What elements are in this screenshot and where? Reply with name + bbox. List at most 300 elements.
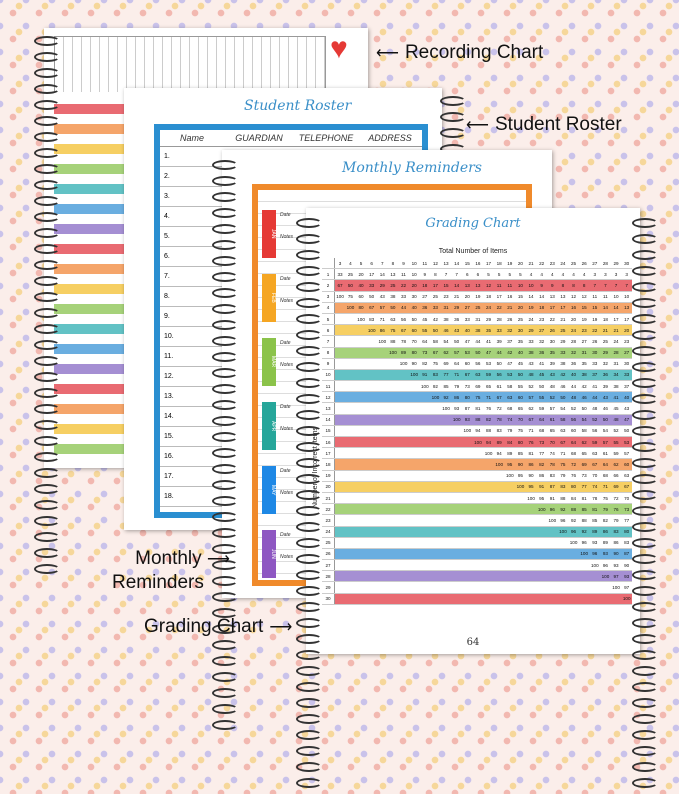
spiral-ring <box>212 480 238 490</box>
grade-cell: 26 <box>505 313 516 324</box>
grade-cell: 86 <box>611 537 622 548</box>
grade-cell: 100 <box>558 526 569 537</box>
grade-cell <box>441 425 452 436</box>
grading-ylabel: Number of Incorrect Items <box>312 427 319 508</box>
grade-cell: 33 <box>621 369 632 380</box>
grade-cell <box>377 470 388 481</box>
grade-cell: 10 <box>515 280 526 291</box>
grade-cell: 40 <box>409 302 420 313</box>
grade-cell <box>409 492 420 503</box>
grade-cell <box>398 470 409 481</box>
grade-cell: 29 <box>483 313 494 324</box>
grade-cell: 86 <box>451 392 462 403</box>
spiral-ring <box>632 618 658 628</box>
grade-cell <box>409 448 420 459</box>
grade-cell: 9 <box>536 280 547 291</box>
grade-cell <box>568 560 579 571</box>
grade-cell: 59 <box>590 437 601 448</box>
grade-cell: 96 <box>590 548 601 559</box>
grade-cell: 7 <box>451 269 462 280</box>
grade-cell: 43 <box>526 358 537 369</box>
row-number: 21 <box>322 492 335 503</box>
grade-cell <box>505 537 516 548</box>
grade-cell <box>494 582 505 593</box>
row-number: 20 <box>322 481 335 492</box>
grade-cell <box>451 504 462 515</box>
month-tab: JUN <box>262 530 276 578</box>
spiral-ring <box>632 410 658 420</box>
grade-cell <box>356 537 367 548</box>
grade-cell <box>430 548 441 559</box>
grade-cell <box>366 459 377 470</box>
spiral-ring <box>212 448 238 458</box>
row-number: 12 <box>322 392 335 403</box>
grade-cell <box>515 515 526 526</box>
spiral-ring <box>34 212 60 222</box>
grade-cell <box>420 492 431 503</box>
grade-cell <box>441 526 452 537</box>
grade-cell <box>366 582 377 593</box>
color-stripe <box>54 324 128 334</box>
grade-cell <box>505 504 516 515</box>
grade-cell <box>366 347 377 358</box>
roster-row: 8. <box>160 287 422 307</box>
roster-title: Student Roster <box>244 98 352 114</box>
grade-cell: 33 <box>335 269 346 280</box>
spiral-ring <box>212 656 238 666</box>
grade-cell <box>451 448 462 459</box>
grade-cell: 36 <box>451 313 462 324</box>
spiral-ring <box>212 416 238 426</box>
row-number: 8 <box>322 347 335 358</box>
grade-cell <box>366 437 377 448</box>
grade-cell <box>483 492 494 503</box>
grade-cell: 38 <box>558 358 569 369</box>
grading-row <box>322 369 632 380</box>
grade-cell: 46 <box>558 381 569 392</box>
grade-cell: 52 <box>526 381 537 392</box>
grade-cell: 13 <box>462 280 473 291</box>
spiral-ring <box>296 586 322 596</box>
grading-row <box>322 437 632 448</box>
color-stripe <box>54 164 128 174</box>
grade-cell: 71 <box>600 481 611 492</box>
grade-cell: 12 <box>579 291 590 302</box>
grade-cell <box>462 548 473 559</box>
grade-cell: 13 <box>388 269 399 280</box>
grade-cell <box>547 593 558 604</box>
grade-cell: 55 <box>420 325 431 336</box>
grade-cell: 67 <box>430 347 441 358</box>
column-header: 23 <box>547 258 558 269</box>
grade-cell: 9 <box>420 269 431 280</box>
grade-cell <box>356 593 367 604</box>
grading-row <box>322 347 632 358</box>
spiral-ring <box>34 500 60 510</box>
grade-cell <box>398 369 409 380</box>
grade-cell <box>536 548 547 559</box>
grade-cell: 37 <box>590 369 601 380</box>
grade-cell <box>483 582 494 593</box>
grade-cell: 12 <box>483 280 494 291</box>
spiral-ring <box>632 314 658 324</box>
grade-cell <box>388 571 399 582</box>
grade-cell: 8 <box>558 280 569 291</box>
grade-cell: 21 <box>505 302 516 313</box>
grade-cell: 5 <box>505 269 516 280</box>
grade-cell <box>494 593 505 604</box>
grade-cell: 89 <box>505 448 516 459</box>
grade-cell <box>409 560 420 571</box>
grade-cell <box>335 459 346 470</box>
color-stripe <box>54 204 128 214</box>
grade-cell: 24 <box>568 325 579 336</box>
grade-cell <box>462 459 473 470</box>
grade-cell <box>366 548 377 559</box>
grade-cell: 20 <box>621 325 632 336</box>
grading-header-row <box>322 258 632 269</box>
grade-cell: 13 <box>547 291 558 302</box>
grade-cell <box>345 548 356 559</box>
grade-cell <box>441 560 452 571</box>
grade-cell: 40 <box>515 347 526 358</box>
grade-cell: 54 <box>579 414 590 425</box>
grade-cell <box>335 526 346 537</box>
grade-cell: 25 <box>473 302 484 313</box>
grade-cell: 94 <box>473 425 484 436</box>
grade-cell <box>462 481 473 492</box>
grade-cell <box>366 537 377 548</box>
grade-cell: 67 <box>526 414 537 425</box>
grade-cell <box>398 403 409 414</box>
grade-cell: 76 <box>483 403 494 414</box>
spiral-ring <box>212 512 238 522</box>
grade-cell: 79 <box>558 470 569 481</box>
grade-cell: 33 <box>494 325 505 336</box>
column-header: 3 <box>335 258 346 269</box>
grade-cell <box>398 526 409 537</box>
grading-row <box>322 280 632 291</box>
grade-cell <box>335 470 346 481</box>
grade-cell <box>388 481 399 492</box>
grade-cell: 19 <box>526 302 537 313</box>
grade-cell: 80 <box>462 392 473 403</box>
grading-row <box>322 269 632 280</box>
grade-cell: 46 <box>600 403 611 414</box>
row-number: 13 <box>322 403 335 414</box>
grade-cell: 77 <box>536 448 547 459</box>
grade-cell <box>356 504 367 515</box>
grade-cell: 14 <box>600 302 611 313</box>
grade-cell <box>420 548 431 559</box>
grade-cell <box>473 582 484 593</box>
grading-row <box>322 448 632 459</box>
grade-cell <box>420 526 431 537</box>
grade-cell: 5 <box>515 269 526 280</box>
grade-cell: 90 <box>526 470 537 481</box>
grade-cell: 69 <box>579 459 590 470</box>
grade-cell: 85 <box>579 504 590 515</box>
grade-cell <box>366 369 377 380</box>
grade-cell: 45 <box>611 403 622 414</box>
grade-cell <box>536 593 547 604</box>
grading-row <box>322 459 632 470</box>
grade-cell: 54 <box>600 425 611 436</box>
grade-cell: 4 <box>579 269 590 280</box>
grade-cell <box>611 593 622 604</box>
grade-cell <box>335 448 346 459</box>
grade-cell: 25 <box>600 336 611 347</box>
grade-cell <box>345 403 356 414</box>
roster-row: 17. <box>160 467 422 487</box>
column-header: 4 <box>345 258 356 269</box>
spiral-ring <box>34 52 60 62</box>
grade-cell: 82 <box>420 358 431 369</box>
grade-cell: 57 <box>547 403 558 414</box>
spiral-ring <box>296 330 322 340</box>
grade-cell: 37 <box>505 336 516 347</box>
grade-cell <box>366 593 377 604</box>
grading-row <box>322 381 632 392</box>
grade-cell <box>377 425 388 436</box>
grade-cell <box>335 369 346 380</box>
spiral-ring <box>212 384 238 394</box>
grade-cell: 44 <box>568 381 579 392</box>
grade-cell: 48 <box>547 381 558 392</box>
roster-row: 15. <box>160 427 422 447</box>
grade-cell <box>430 582 441 593</box>
grade-cell <box>430 537 441 548</box>
column-header: 13 <box>441 258 452 269</box>
color-stripe <box>54 124 128 134</box>
spiral-ring <box>34 388 60 398</box>
grade-cell: 87 <box>621 548 632 559</box>
grade-cell: 33 <box>462 313 473 324</box>
grade-cell: 88 <box>483 425 494 436</box>
grade-cell: 85 <box>441 381 452 392</box>
row-number: 22 <box>322 504 335 515</box>
grade-cell: 71 <box>558 448 569 459</box>
grade-cell: 60 <box>621 459 632 470</box>
grade-cell: 71 <box>377 313 388 324</box>
month-tab: MAY <box>262 466 276 514</box>
grade-cell: 75 <box>388 325 399 336</box>
grade-cell <box>420 515 431 526</box>
grade-cell <box>430 593 441 604</box>
grade-cell: 53 <box>505 369 516 380</box>
grade-cell <box>462 515 473 526</box>
grade-cell: 100 <box>547 515 558 526</box>
date-label: Date <box>280 340 291 346</box>
grade-cell: 41 <box>536 358 547 369</box>
grade-cell <box>462 560 473 571</box>
grade-cell <box>579 571 590 582</box>
grade-cell: 78 <box>590 492 601 503</box>
grade-cell: 23 <box>536 313 547 324</box>
grade-cell: 25 <box>558 325 569 336</box>
spiral-ring <box>34 436 60 446</box>
grade-cell: 58 <box>505 381 516 392</box>
grade-cell: 41 <box>611 392 622 403</box>
spiral-ring <box>212 224 238 234</box>
grade-cell: 100 <box>462 425 473 436</box>
grade-cell: 38 <box>441 313 452 324</box>
grade-cell <box>366 492 377 503</box>
grade-cell: 17 <box>547 302 558 313</box>
grade-cell <box>473 459 484 470</box>
date-label: Date <box>280 404 291 410</box>
grade-cell <box>515 526 526 537</box>
grade-cell: 63 <box>473 369 484 380</box>
grade-cell: 81 <box>473 403 484 414</box>
spiral-ring <box>632 554 658 564</box>
grade-cell: 40 <box>356 280 367 291</box>
grade-cell <box>558 593 569 604</box>
grade-cell: 11 <box>398 269 409 280</box>
grade-cell <box>526 560 537 571</box>
callout-label: Student Roster <box>494 114 622 135</box>
grade-cell <box>335 571 346 582</box>
grade-cell <box>398 381 409 392</box>
arrow-right-icon: ⟶ <box>206 551 230 568</box>
grade-cell <box>526 571 537 582</box>
grade-cell: 83 <box>366 313 377 324</box>
grade-cell <box>409 526 420 537</box>
grade-cell: 58 <box>579 425 590 436</box>
grade-cell: 59 <box>536 403 547 414</box>
grade-cell: 30 <box>547 336 558 347</box>
grade-cell <box>420 593 431 604</box>
grade-cell: 38 <box>611 381 622 392</box>
grade-cell <box>473 448 484 459</box>
grade-cell: 81 <box>526 448 537 459</box>
grade-cell <box>356 425 367 436</box>
grade-cell: 11 <box>590 291 601 302</box>
grade-cell <box>494 526 505 537</box>
grade-cell <box>462 571 473 582</box>
spiral-ring <box>632 730 658 740</box>
grade-cell <box>483 537 494 548</box>
grade-cell <box>515 548 526 559</box>
spiral-ring <box>212 288 238 298</box>
grade-cell <box>579 560 590 571</box>
grade-cell: 58 <box>558 414 569 425</box>
grade-cell <box>345 582 356 593</box>
grade-cell: 10 <box>526 280 537 291</box>
grade-cell <box>345 515 356 526</box>
grade-cell <box>526 526 537 537</box>
spiral-ring <box>296 714 322 724</box>
grade-cell: 89 <box>590 526 601 537</box>
grade-cell: 34 <box>611 369 622 380</box>
grade-cell <box>398 582 409 593</box>
grade-cell <box>388 470 399 481</box>
grade-cell <box>590 593 601 604</box>
roster-row: 6. <box>160 247 422 267</box>
grade-cell: 76 <box>526 437 537 448</box>
grade-cell <box>536 526 547 537</box>
column-header: 16 <box>473 258 484 269</box>
grade-cell <box>473 571 484 582</box>
spiral-ring <box>34 404 60 414</box>
grade-cell <box>356 548 367 559</box>
grade-cell <box>356 560 367 571</box>
notes-label: Notes <box>280 490 294 496</box>
grading-row <box>322 325 632 336</box>
roster-row: 18. <box>160 487 422 507</box>
grade-cell <box>430 515 441 526</box>
grade-cell: 88 <box>473 414 484 425</box>
spiral-ring <box>212 640 238 650</box>
grade-cell <box>377 347 388 358</box>
grade-cell <box>536 515 547 526</box>
grade-cell: 57 <box>621 448 632 459</box>
grade-cell <box>451 537 462 548</box>
grade-cell <box>441 437 452 448</box>
grade-cell <box>388 358 399 369</box>
spiral-ring <box>632 346 658 356</box>
grade-cell <box>377 403 388 414</box>
grade-cell: 72 <box>568 459 579 470</box>
grade-cell: 11 <box>505 280 516 291</box>
grade-cell: 95 <box>526 481 537 492</box>
grade-cell: 100 <box>483 448 494 459</box>
grading-row <box>322 492 632 503</box>
grade-cell: 56 <box>473 358 484 369</box>
row-number: 11 <box>322 381 335 392</box>
grade-cell: 55 <box>536 392 547 403</box>
spiral-ring <box>440 96 466 106</box>
recording-chart-header-grid <box>54 36 326 94</box>
grade-cell <box>494 537 505 548</box>
spiral-ring <box>34 532 60 542</box>
roster-row: 12. <box>160 367 422 387</box>
spiral-ring <box>34 516 60 526</box>
grade-cell: 39 <box>547 358 558 369</box>
grade-cell <box>377 571 388 582</box>
grade-cell <box>420 537 431 548</box>
grade-cell <box>430 459 441 470</box>
grade-cell: 45 <box>536 369 547 380</box>
spiral-binding <box>212 160 238 736</box>
grade-cell <box>515 492 526 503</box>
spiral-ring <box>34 372 60 382</box>
grade-cell <box>483 571 494 582</box>
grade-cell: 57 <box>377 302 388 313</box>
spiral-ring <box>34 420 60 430</box>
spiral-ring <box>212 368 238 378</box>
grade-cell <box>345 504 356 515</box>
spiral-ring <box>34 356 60 366</box>
grade-cell: 56 <box>590 425 601 436</box>
column-header: 18 <box>494 258 505 269</box>
grade-cell <box>398 504 409 515</box>
spiral-ring <box>296 250 322 260</box>
notes-label: Notes <box>280 362 294 368</box>
grade-cell: 67 <box>621 481 632 492</box>
grade-cell: 25 <box>345 269 356 280</box>
grade-cell <box>547 526 558 537</box>
grade-cell <box>409 504 420 515</box>
grade-cell: 73 <box>621 504 632 515</box>
grade-cell <box>366 470 377 481</box>
grade-cell <box>451 515 462 526</box>
grade-cell: 67 <box>590 459 601 470</box>
grade-cell <box>345 571 356 582</box>
spiral-ring <box>296 442 322 452</box>
roster-row: 7. <box>160 267 422 287</box>
grade-cell: 47 <box>621 414 632 425</box>
